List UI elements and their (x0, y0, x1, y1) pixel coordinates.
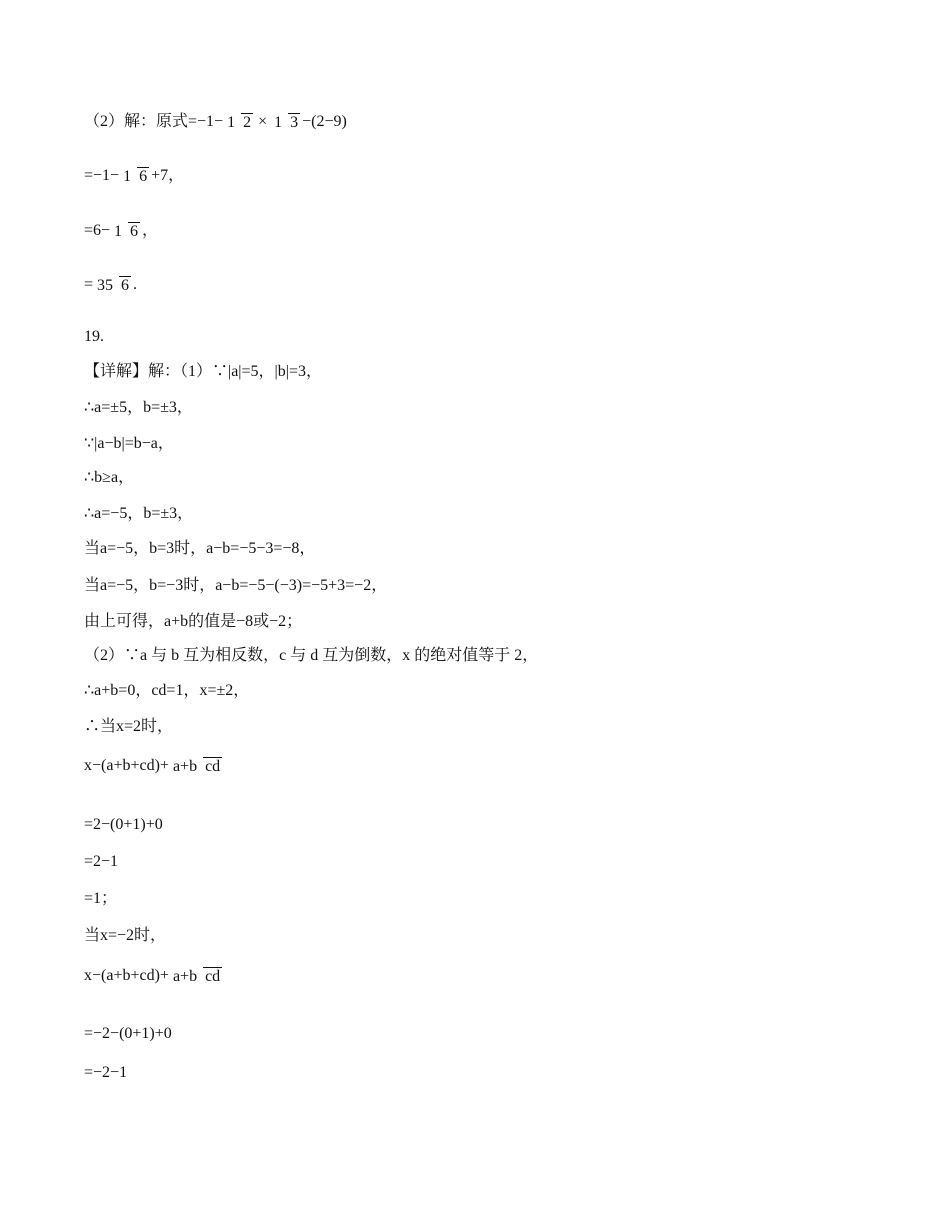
part2-original-expression (84, 112, 347, 132)
solution-line: 当a=−5，b=−3时，a−b=−5−(−3)=−5+3=−2， (84, 577, 388, 594)
solution-line: =−2−1 (84, 1064, 128, 1081)
fraction (95, 276, 131, 295)
fraction-numerator: 1 (227, 113, 236, 131)
solution-line: 【详解】解：（1）∵|a|=5，|b|=3， (84, 363, 322, 380)
fraction-numerator: a+b (172, 757, 198, 775)
times-sign: × (258, 113, 268, 130)
expression-suffix: −(2−9) (302, 113, 347, 130)
solution-line: ∵|a−b|=b−a， (84, 435, 174, 452)
fraction-numerator: 35 (97, 276, 114, 294)
fraction-denominator: 6 (130, 222, 139, 240)
fraction-denominator: cd (205, 967, 221, 985)
fraction-denominator: 6 (139, 167, 148, 185)
step-suffix: ， (142, 222, 159, 239)
fraction-numerator: a+b (172, 967, 198, 985)
solution-line: （2）∵a 与 b 互为相反数，c 与 d 互为倒数，x 的绝对值等于 2， (84, 647, 539, 664)
step-suffix: +7， (151, 167, 185, 184)
step-prefix: = (84, 276, 94, 293)
step-prefix: =6− (84, 222, 111, 239)
solution-line: =2−(0+1)+0 (84, 816, 163, 833)
solution-line: 当x=−2时， (84, 927, 167, 944)
calc-step (84, 166, 184, 186)
step-suffix: . (133, 276, 138, 293)
fraction (171, 757, 222, 776)
fraction (112, 222, 140, 241)
fraction (171, 967, 222, 986)
solution-line: ∴b≥a， (84, 469, 135, 486)
calc-step (84, 221, 158, 241)
fraction-denominator: 6 (121, 276, 130, 294)
expression-line (84, 756, 224, 776)
fraction-one-third (272, 113, 300, 132)
solution-line: =−2−(0+1)+0 (84, 1025, 172, 1042)
step-prefix: =−1− (84, 167, 120, 184)
expression-prefix: （2）解：原式=−1− (84, 113, 224, 130)
solution-line: ∴a+b=0，cd=1，x=±2， (84, 682, 250, 699)
fraction-numerator: 1 (114, 222, 123, 240)
solution-line: ∴当x=2时， (84, 718, 174, 735)
fraction-denominator: 3 (290, 113, 299, 131)
expression-line (84, 966, 224, 986)
solution-line: =1； (84, 890, 118, 907)
fraction-numerator: 1 (274, 113, 283, 131)
solution-line: 当a=−5，b=3时，a−b=−5−3=−8， (84, 540, 316, 557)
solution-line: ∴a=−5，b=±3， (84, 505, 194, 522)
fraction-one-half (225, 113, 253, 132)
fraction-denominator: 2 (243, 113, 252, 131)
solution-line: ∴a=±5，b=±3， (84, 399, 193, 416)
solution-line: =2−1 (84, 853, 119, 870)
calc-step (84, 275, 137, 295)
fraction-numerator: 1 (123, 167, 132, 185)
expression-prefix: x−(a+b+cd)+ (84, 967, 169, 984)
question-number: 19. (84, 328, 104, 345)
fraction-denominator: cd (205, 757, 221, 775)
fraction (121, 167, 149, 186)
expression-prefix: x−(a+b+cd)+ (84, 757, 169, 774)
solution-line: 由上可得，a+b的值是−8或−2； (84, 613, 303, 630)
